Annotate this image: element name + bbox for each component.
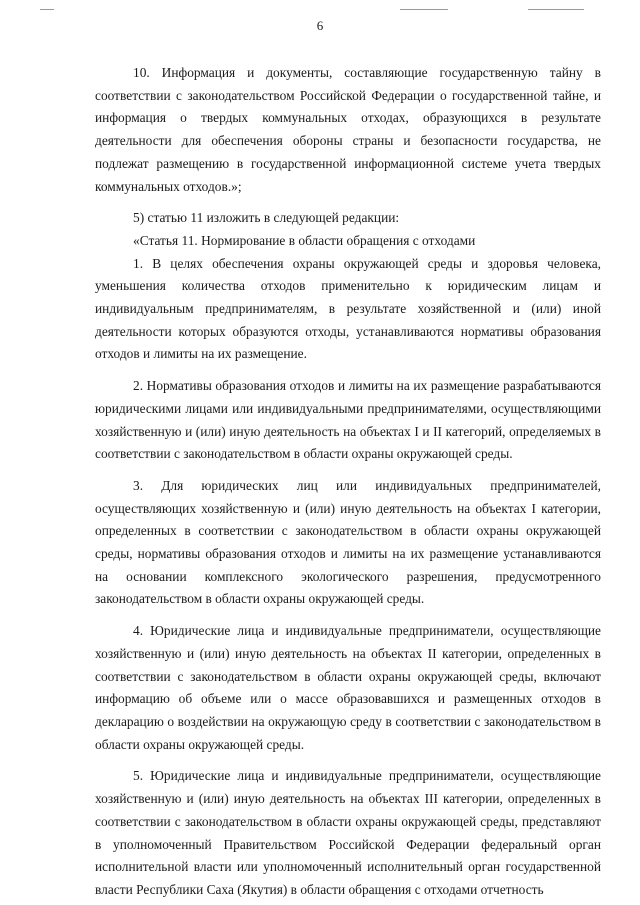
paragraph-amendment-5: 5) статью 11 изложить в следующей редакции:	[133, 210, 400, 226]
paragraph-clause-5: 5. Юридические лица и индивидуальные предприниматели, осуществляющие хозяйственную и (или) иную деятельность на объектах III категории, определенных в соответствии с законодательством в области охраны окружающей среды, представляют в уполномоченный Правительством Российской Федерации федеральный орган исполнительной власти или уполномоченный исполнительный орган государственной власти Республики Саха (Якутия) в области обращения с отходами отчетность	[95, 768, 601, 897]
paragraph-clause-1: 1. В целях обеспечения охраны окружающей среды и здоровья человека, уменьшения количества отходов применительно к юридическим лицам и индивидуальным предпринимателям, в результате хозяйственной и (или) иной деятельности которых образуются отходы, устанавливаются нормативы образования отходов и лимиты на их размещение.	[95, 255, 601, 362]
article-heading: «Статья 11. Нормирование в области обращения с отходами	[133, 232, 476, 248]
page-number: 6	[316, 18, 324, 33]
scan-artifact	[400, 9, 448, 10]
paragraph-clause-4: 4. Юридические лица и индивидуальные предприниматели, осуществляющие хозяйственную и (или) иную деятельность на объектах II категории, определенных в соответствии с законодательством в области охраны окружающей среды, включают информацию об объеме или о массе образовавшихся и размещенных отходов в декларацию о воздействии на окружающую среду в соответствии с законодательством в области охраны окружающей среды.	[95, 623, 601, 752]
scan-artifact	[40, 9, 54, 10]
paragraph-clause-3: 3. Для юридических лиц или индивидуальных предпринимателей, осуществляющих хозяйственную и (или) иную деятельность на объектах I категории, определенных в соответствии с законодательством в области охраны окружающей среды, нормативы образования отходов и лимиты на их размещение устанавливаются на основании комплексного экологического разрешения, предусмотренного законодательством в области охраны окружающей среды.	[95, 477, 601, 607]
paragraph-item-10: 10. Информация и документы, составляющие государственную тайну в соответствии с законодательством Российской Федерации о государственной тайне, и информация о твердых коммунальных отходах, образующихся в результате деятельности для обеспечения обороны страны и безопасности государства, не подлежат размещению в государственной информационной системе учета твердых коммунальных отходов.»;	[95, 65, 601, 194]
scan-artifact	[528, 9, 584, 10]
document-body	[95, 62, 601, 902]
paragraph-clause-2: 2. Нормативы образования отходов и лимиты на их размещение разрабатываются юридическими лицами или индивидуальными предпринимателями, осуществляющими хозяйственную и (или) иную деятельность на объектах I и II категорий, определяемых в соответствии с законодательством в области охраны окружающей среды.	[95, 378, 601, 462]
